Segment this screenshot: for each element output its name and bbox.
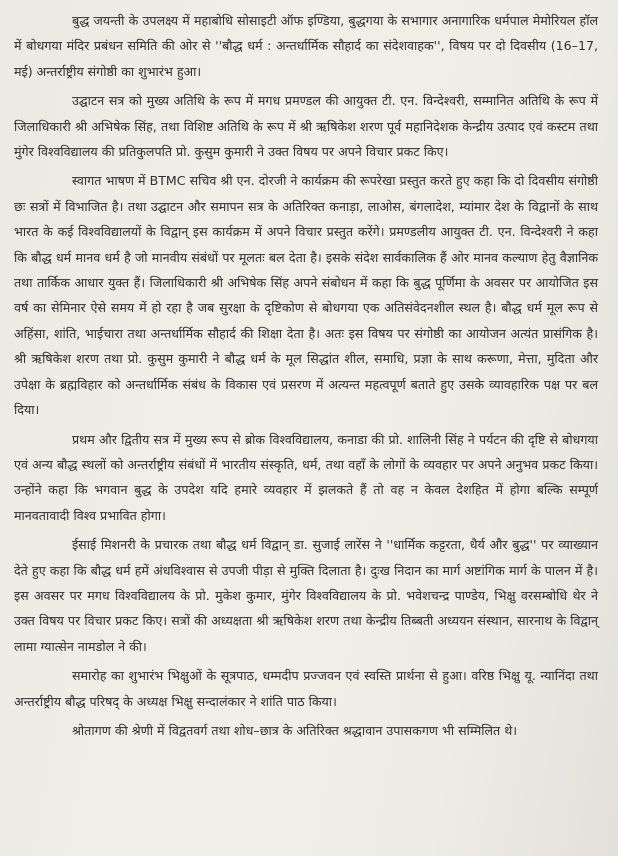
- paragraph-opening: बुद्ध जयन्ती के उपलक्ष्य में महाबोधि सोसाइटी ऑफ इण्डिया, बुद्धगया के सभागार अनागारिक धर्मपाल मेमोरियल हॉल में बोधगया मंदिर प्रबंधन समिति की ओर से ''बौद्ध धर्म : अन्तर्धार्मिक सौहार्द का संदेशवाहक'', विषय पर दो दिवसीय (16–17, मई) अन्तर्राष्ट्रीय संगोष्ठी का शुभारंभ हुआ।: [14, 13, 598, 79]
- paragraph-lecture: ईसाई मिशनरी के प्रचारक तथा बौद्ध धर्म विद्वान् डा. सुजाई लारेंस ने ''धार्मिक कट्टरता, धैर्य और बुद्ध'' पर व्याख्यान देते हुए कहा कि बौद्ध धर्म हमें अंधविश्वास से उपजी पीड़ा से मुक्ति दिलाता है। दुःख निदान का मार्ग अष्टांगिक मार्ग के पालन में है। इस अवसर पर मगध विश्वविद्यालय के प्रो. मुकेश कुमार, मुंगेर विश्वविद्यालय के प्रो. भवेशचन्द्र पाण्डेय, भिक्षु वरसम्बोधि थेर ने उक्त विषय पर विचार प्रकट किए। सत्रों की अध्यक्षता श्री ऋषिकेश शरण तथा केन्द्रीय तिब्बती अध्ययन संस्थान, सारनाथ के विद्वान् लामा ग्यात्सेन नामडोल ने की।: [14, 537, 598, 654]
- paragraph-audience: श्रोतागण की श्रेणी में विद्वतवर्ग तथा शोध–छात्र के अतिरिक्त श्रद्धावान उपासकगण भी सम्मिलित थे।: [72, 722, 518, 738]
- paragraph-first-second-session: प्रथम और द्वितीय सत्र में मुख्य रूप से ब्रोक विश्वविद्यालय, कनाडा की प्रो. शालिनी सिंह ने पर्यटन की दृष्टि से बोधगया एवं अन्य बौद्ध स्थलों को अन्तर्राष्ट्रीय संबंधों में भारतीय संस्कृति, धर्म, तथा वहाँ के लोगों के व्यवहार पर अपने अनुभव प्रकट किया। उन्होंने कहा कि भगवान बुद्ध के उपदेश यदि हमारे व्यवहार में झलकते हैं तो वह न केवल देशहित में होगा बल्कि सम्पूर्ण मानवतावादी विश्व प्रभावित होगा।: [14, 431, 598, 523]
- paragraph-ceremony: समारोह का शुभारंभ भिक्षुओं के सूत्रपाठ, धम्मदीप प्रज्जवन एवं स्वस्ति प्रार्थना से हुआ। वरिष्ठ भिक्षु यू. न्यानिंदा तथा अन्तर्राष्ट्रीय बौद्ध परिषद् के अध्यक्ष भिक्षु सन्दालंकार ने शांति पाठ किया।: [14, 668, 598, 709]
- paragraph-inauguration: उद्घाटन सत्र को मुख्य अतिथि के रूप में मगध प्रमण्डल की आयुक्त टी. एन. विन्देश्वरी, सम्मानित अतिथि के रूप में जिलाधिकारी श्री अभिषेक सिंह, तथा विशिष्ट अतिथि के रूप में श्री ऋषिकेश शरण पूर्व महानिदेशक केन्द्रीय उत्पाद एवं कस्टम तथा मुंगेर विश्वविद्यालय की प्रतिकुलपति प्रो. कुसुम कुमारी ने उक्त विषय पर अपने विचार प्रकट किए।: [14, 93, 598, 160]
- paragraph-welcome-speech: स्वागत भाषण में BTMC सचिव श्री एन. दोरजी ने कार्यक्रम की रूपरेखा प्रस्तुत करते हुए कहा कि दो दिवसीय संगोष्ठी छः सत्रों में विभाजित है। तथा उद्घाटन और समापन सत्र के अतिरिक्त कनाड़ा, लाओस, बंगलादेश, म्यांमार देश के विद्वानों के साथ भारत के कई विश्वविद्यालयों के विद्वान् इस कार्यक्रम में अपने विचार प्रस्तुत करेंगे। प्रमण्डलीय आयुक्त टी. एन. विन्देश्वरी ने कहा कि बौद्ध धर्म मानव धर्म है जो मानवीय संबंधों पर मूलतः बल देता है। इसके संदेश सार्वकालिक हैं ओर मानव कल्याण हेतु वैज्ञानिक तथा तार्किक आधार युक्त हैं। जिलाधिकारी श्री अभिषेक सिंह अपने संबोधन में कहा कि बुद्ध पूर्णिमा के अवसर पर आयोजित इस वर्ष का सेमिनार ऐसे समय में हो रहा है जब सुरक्षा के दृष्टिकोण से बोधगया एक अतिसंवेदनशील स्थल है। बौद्ध धर्म मूल रूप से अहिंसा, शांति, भाईचारा तथा अन्तर्धार्मिक सौहार्द की शिक्षा देता है। अतः इस विषय पर संगोष्ठी का आयोजन अत्यंत प्रासंगिक है। श्री ऋषिकेश शरण तथा प्रो. कुसुम कुमारी ने बौद्ध धर्म के मूल सिद्धांत शील, समाधि, प्रज्ञा के साथ करूणा, मेत्ता, मुदिता और उपेक्षा के ब्रह्मविहार को अन्तर्धार्मिक संबंध के विकास एवं प्रसरण में अत्यन्त महत्वपूर्ण बताते हुए उसके व्यावहारिक पक्ष पर बल दिया।: [14, 173, 598, 418]
